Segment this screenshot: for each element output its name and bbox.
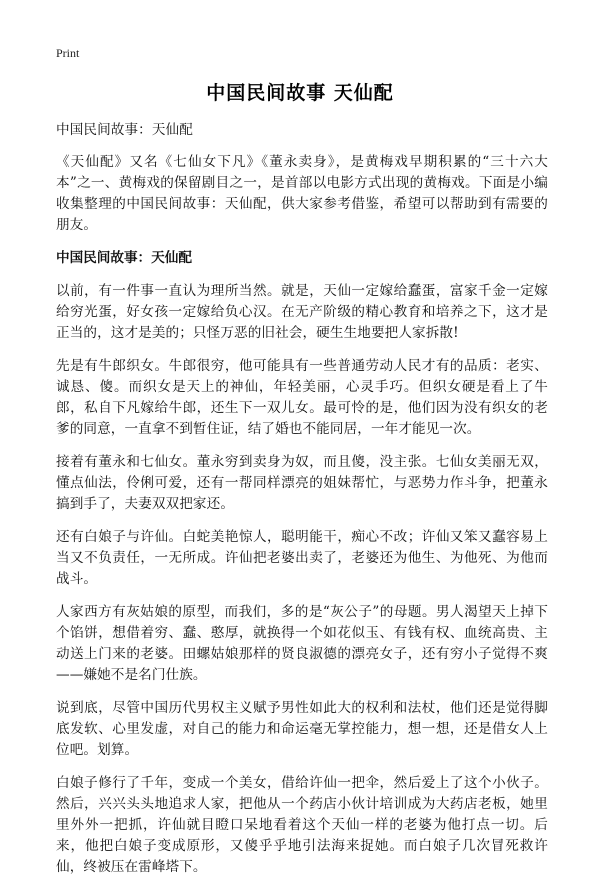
print-link[interactable]: Print [56,46,80,60]
intro-paragraph: 《天仙配》又名《七仙女下凡》《董永卖身》，是黄梅戏早期积累的“三十六大本”之一、黄梅戏的保留剧目之一，是首部以电影方式出现的黄梅戏。下面是小编收集整理的中国民间故事：天仙配，供大家参考借鉴，希望可以帮助到有需要的朋友。 [56,154,548,233]
paragraph-2: 先是有牛郎织女。牛郎很穷，他可能具有一些普通劳动人民才有的品质：老实、诚恳、傻。而织女是天上的神仙，年轻美丽，心灵手巧。但织女硬是看上了牛郎，私自下凡嫁给牛郎，还生下一双儿女。最可怜的是，他们因为没有织女的老爹的同意，一直拿不到暂住证，结了婚也不能同居，一年才能见一次。 [56,358,548,437]
paragraph-4: 还有白娘子与许仙。白蛇美艳惊人，聪明能干，痴心不改；许仙又笨又蠢容易上当又不负责任，一无所成。许仙把老婆出卖了，老婆还为他生、为他死、为他而战斗。 [56,529,548,587]
paragraph-3: 接着有董永和七仙女。董永穷到卖身为奴，而且傻，没主张。七仙女美丽无双，懂点仙法，伶俐可爱，还有一帮同样漂亮的姐妹帮忙，与恶势力作斗争，把董永搞到手了，夫妻双双把家还。 [56,454,548,512]
paragraph-5: 人家西方有灰姑娘的原型，而我们，多的是“灰公子”的母题。男人渴望天上掉下个馅饼，想借着穷、蠢、憨厚，就换得一个如花似玉、有钱有权、血统高贵、主动送上门来的老婆。田螺姑娘那样的贤良淑德的漂亮女子，还有穷小子觉得不爽——嫌她不是名门仕族。 [56,604,548,683]
paragraph-1: 以前，有一件事一直认为理所当然。就是，天仙一定嫁给蠢蛋，富家千金一定嫁给穷光蛋，好女孩一定嫁给负心汉。在无产阶级的精心教育和培养之下，这才是正当的，这才是美的；只怪万恶的旧社会，硬生生地要把人家拆散! [56,283,548,341]
paragraph-7: 白娘子修行了千年，变成一个美女，借给许仙一把伞，然后爱上了这个小伙子。然后，兴兴头头地追求人家，把他从一个药店小伙计培训成为大药店老板，她里里外外一把抓，许仙就目瞪口呆地看着这个天仙一样的老婆为他打点一切。后来，他把白娘子变成原形，又傻乎乎地引法海来捉她。而白娘子几次冒死救许仙，终被压在雷峰塔下。 [56,775,548,875]
article-body [56,120,548,890]
section-heading: 中国民间故事：天仙配 [56,250,192,266]
paragraph-6: 说到底，尽管中国历代男权主义赋予男性如此大的权利和法杖，他们还是觉得脚底发软、心里发虚，对自己的能力和命运毫无掌控能力，想一想，还是借女人上位吧。划算。 [56,700,548,758]
article-subtitle: 中国民间故事：天仙配 [56,122,193,138]
page-title: 中国民间故事 天仙配 [206,82,394,104]
